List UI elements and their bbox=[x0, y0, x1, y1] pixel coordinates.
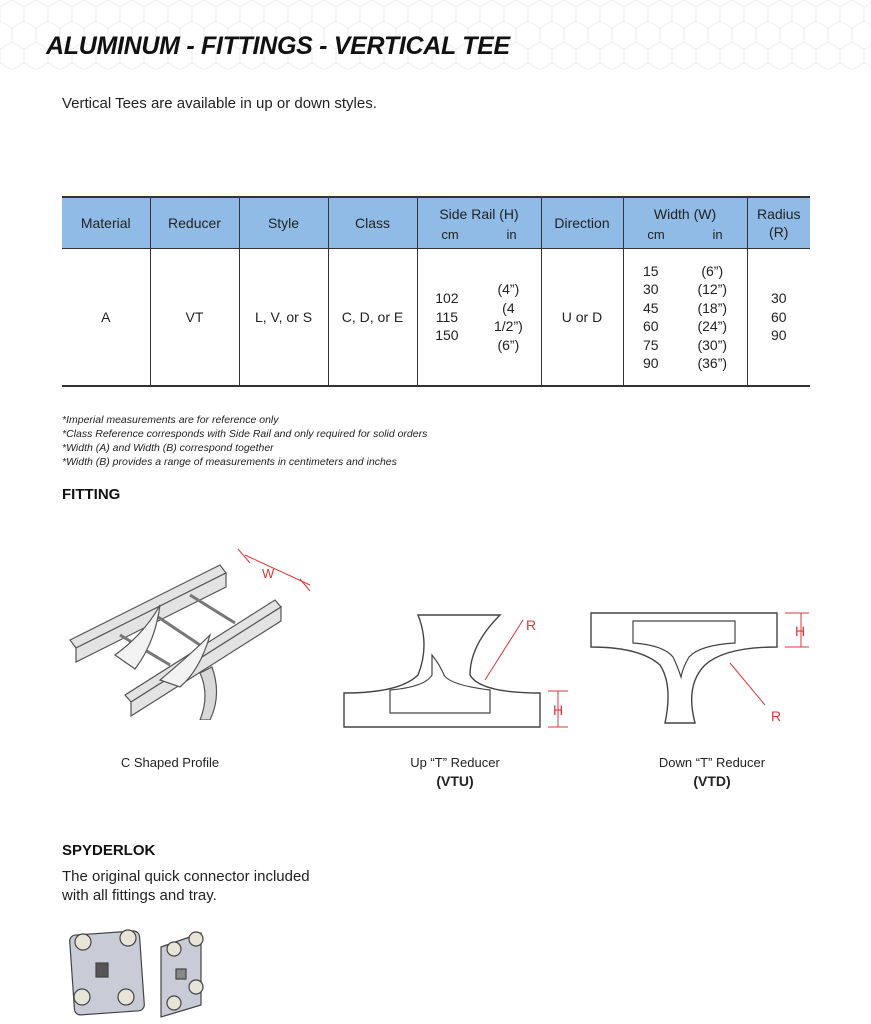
side-rail-in-value: (4 bbox=[502, 299, 515, 316]
c-shaped-profile-illustration bbox=[60, 545, 320, 720]
up-reducer-code: (VTU) bbox=[436, 773, 474, 789]
table-header-row bbox=[62, 197, 810, 249]
footnote: *Class Reference corresponds with Side Rail and only required for solid orders bbox=[62, 428, 428, 440]
height-label-up: H bbox=[553, 702, 564, 718]
footnote: *Width (A) and Width (B) correspond together bbox=[62, 442, 274, 454]
down-reducer-caption bbox=[627, 754, 797, 791]
side-rail-cm-value: 150 bbox=[435, 327, 459, 344]
down-reducer-caption-line1: Down “T” Reducer bbox=[658, 755, 766, 770]
header-width-label: Width (W) bbox=[653, 205, 717, 222]
header-width bbox=[623, 197, 747, 249]
width-in-value: (18”) bbox=[697, 299, 728, 316]
width-cm-value: 30 bbox=[642, 281, 659, 297]
header-side-rail bbox=[417, 197, 541, 249]
header-width-in: in bbox=[712, 226, 723, 242]
spyderlok-description: The original quick connector included with all fittings and tray. bbox=[62, 868, 310, 904]
spec-table bbox=[62, 196, 810, 387]
height-label-down: H bbox=[795, 623, 806, 639]
width-cm-value: 90 bbox=[642, 355, 659, 371]
radius-label-down: R bbox=[771, 708, 782, 724]
header-reducer: Reducer bbox=[150, 197, 239, 249]
down-t-reducer-diagram bbox=[585, 605, 825, 730]
header-radius-label: Radius bbox=[756, 206, 801, 222]
header-radius-sub: (R) bbox=[769, 224, 789, 240]
table-row bbox=[62, 249, 810, 387]
up-reducer-caption bbox=[370, 754, 540, 791]
cell-direction: U or D bbox=[541, 249, 623, 387]
header-radius bbox=[747, 197, 810, 249]
down-reducer-code: (VTD) bbox=[693, 773, 731, 789]
header-side-rail-in: in bbox=[506, 226, 517, 242]
footnote: *Width (B) provides a range of measurements in centimeters and inches bbox=[62, 456, 397, 468]
cell-style: L, V, or S bbox=[239, 249, 328, 387]
cell-width bbox=[623, 249, 747, 387]
width-in-value: (24”) bbox=[697, 318, 728, 334]
width-in-value: (12”) bbox=[697, 281, 728, 297]
width-label: W bbox=[262, 566, 275, 581]
width-in-value: (36”) bbox=[697, 355, 728, 371]
header-material: Material bbox=[62, 197, 150, 249]
radius-value: 90 bbox=[770, 327, 787, 344]
width-in-value: (30”) bbox=[697, 336, 728, 353]
spyderlok-heading: SPYDERLOK bbox=[62, 842, 156, 859]
intro-text: Vertical Tees are available in up or down styles. bbox=[62, 95, 377, 112]
cell-material: A bbox=[62, 249, 150, 387]
fitting-heading: FITTING bbox=[62, 486, 121, 503]
side-rail-in-value: 1/2”) bbox=[493, 318, 523, 334]
width-cm-value: 75 bbox=[642, 336, 659, 353]
radius-value: 60 bbox=[770, 308, 787, 325]
side-rail-cm-value: 102 bbox=[435, 290, 459, 307]
up-t-reducer-diagram bbox=[340, 605, 580, 735]
up-reducer-caption-line1: Up “T” Reducer bbox=[410, 755, 500, 770]
width-cm-value: 15 bbox=[642, 262, 659, 279]
width-cm-value: 60 bbox=[642, 318, 659, 334]
radius-label-up: R bbox=[526, 617, 537, 633]
footnote: *Imperial measurements are for reference only bbox=[62, 414, 279, 426]
header-width-cm: cm bbox=[647, 226, 665, 242]
c-shaped-profile-caption: C Shaped Profile bbox=[120, 755, 220, 770]
footnotes bbox=[62, 413, 427, 469]
side-rail-in-value: (6”) bbox=[497, 336, 520, 353]
radius-value: 30 bbox=[770, 290, 787, 307]
header-side-rail-label: Side Rail (H) bbox=[439, 205, 519, 222]
header-direction: Direction bbox=[541, 197, 623, 249]
header-class: Class bbox=[328, 197, 417, 249]
side-rail-in-value: (4”) bbox=[497, 281, 520, 297]
header-side-rail-cm: cm bbox=[441, 226, 459, 242]
width-in-value: (6”) bbox=[701, 262, 724, 279]
cell-reducer: VT bbox=[150, 249, 239, 387]
cell-side-rail bbox=[417, 249, 541, 387]
side-rail-cm-value: 115 bbox=[435, 308, 459, 325]
cell-radius bbox=[747, 249, 810, 387]
page-title: ALUMINUM - FITTINGS - VERTICAL TEE bbox=[46, 32, 510, 60]
header-style: Style bbox=[239, 197, 328, 249]
cell-class: C, D, or E bbox=[328, 249, 417, 387]
spyderlok-connector-illustration bbox=[66, 925, 226, 1020]
width-cm-value: 45 bbox=[642, 299, 659, 316]
